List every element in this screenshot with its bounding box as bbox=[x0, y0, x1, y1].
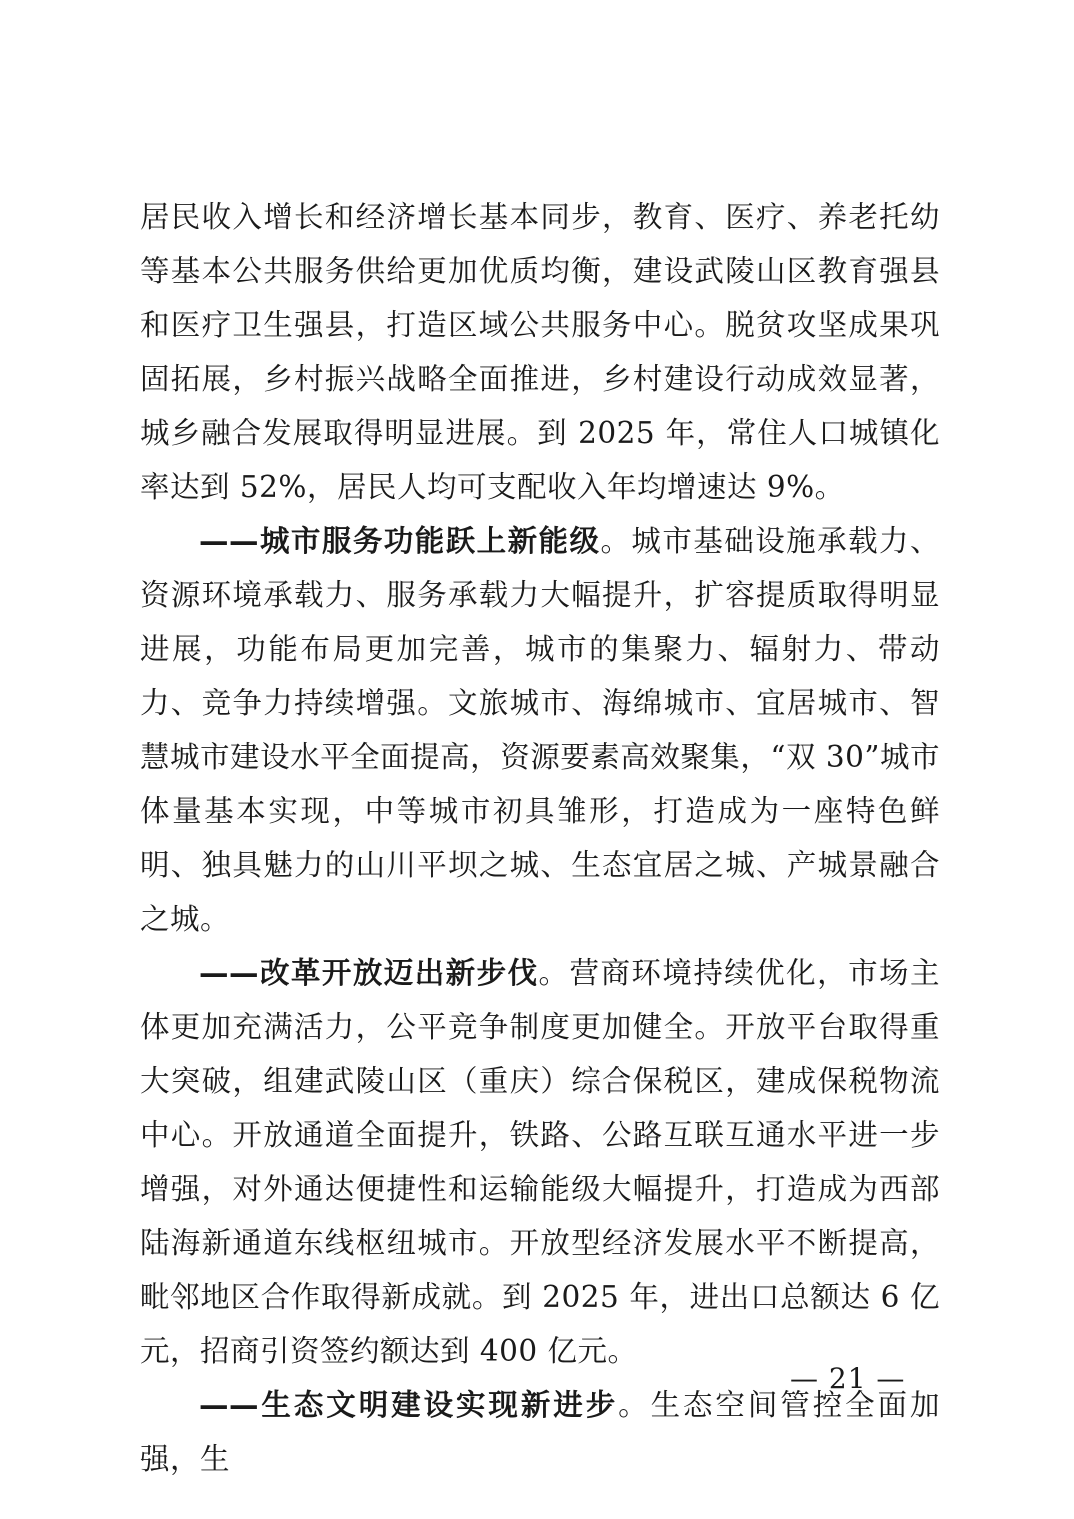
page-number: — 21 — bbox=[790, 1362, 906, 1395]
paragraph-ecology-heading: ——生态文明建设实现新进步 bbox=[199, 1388, 619, 1422]
paragraph-reform-opening bbox=[140, 946, 940, 1378]
paragraph-ecology-text: 。生态空间管控全面加强，生 bbox=[140, 1388, 940, 1476]
paragraph-city-services-heading: ——城市服务功能跃上新能级 bbox=[199, 524, 601, 558]
paragraph-reform-opening-heading: ——改革开放迈出新步伐 bbox=[199, 956, 539, 990]
paragraph-income-text: 居民收入增长和经济增长基本同步，教育、医疗、养老托幼等基本公共服务供给更加优质均衡，建设武陵山区教育强县和医疗卫生强县，打造区域公共服务中心。脱贫攻坚成果巩固拓展，乡村振兴战略全面推进，乡村建设行动成效显著，城乡融合发展取得明显进展。到 2025 年，常住人口城镇化率达到 52%，居民人均可支配收入年均增速达 9%。 bbox=[140, 200, 940, 504]
body-text bbox=[140, 190, 940, 1486]
paragraph-city-services bbox=[140, 514, 940, 946]
paragraph-income bbox=[140, 190, 940, 514]
paragraph-city-services-text: 。城市基础设施承载力、资源环境承载力、服务承载力大幅提升，扩容提质取得明显进展，功能布局更加完善，城市的集聚力、辐射力、带动力、竞争力持续增强。文旅城市、海绵城市、宜居城市、智慧城市建设水平全面提高，资源要素高效聚集，“双 30”城市体量基本实现，中等城市初具雏形，打造成为一座特色鲜明、独具魅力的山川平坝之城、生态宜居之城、产城景融合之城。 bbox=[140, 524, 940, 936]
paragraph-reform-opening-text: 。营商环境持续优化，市场主体更加充满活力，公平竞争制度更加健全。开放平台取得重大突破，组建武陵山区（重庆）综合保税区，建成保税物流中心。开放通道全面提升，铁路、公路互联互通水平进一步增强，对外通达便捷性和运输能级大幅提升，打造成为西部陆海新通道东线枢纽城市。开放型经济发展水平不断提高，毗邻地区合作取得新成就。到 2025 年，进出口总额达 6 亿元，招商引资签约额达到 400 亿元。 bbox=[140, 956, 940, 1368]
